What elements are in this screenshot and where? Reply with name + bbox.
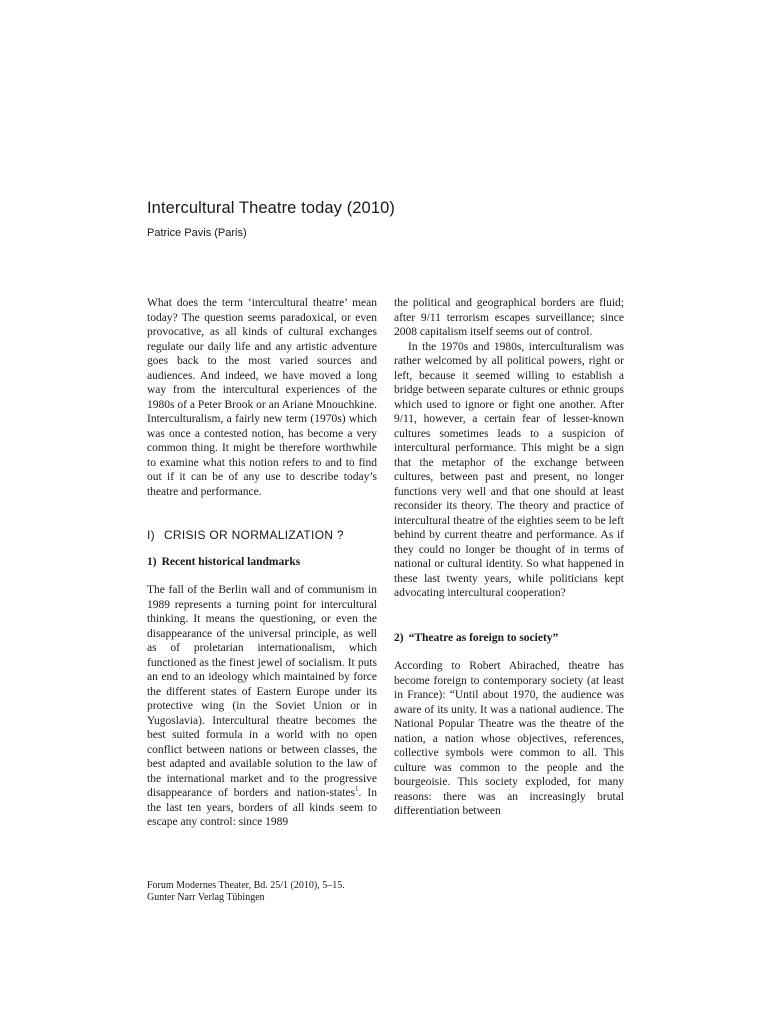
left-column [147,296,377,830]
continued-paragraph: the political and geographical borders are fluid; after 9/11 terrorism escapes surveillance; since 2008 capitalism itself seems out of control. [394,297,624,338]
paragraph-text: The fall of the Berlin wall and of communism in 1989 represents a turning point for intercultural thinking. It means the questioning, or even the disappearance of the universal principle, as well as of proletarian internationalism, which functioned as the finest jewel of socialism. It puts an end to an ideology which maintained by force the different states of Eastern Europe under its protective wing (in the Soviet Union or in Yugoslavia). Intercultural theatre becomes the best suited formula in a world with no open conflict between nations or between classes, the best adapted and available solution to the law of the international market and to the progressive disappearance of borders and nation-states [147,584,377,799]
section-number: I) [147,528,155,542]
body-paragraph-3: According to Robert Abirached, theatre has become foreign to contemporary society (at least in France): “Until about 1970, the audience was aware of its unity. It was a national audience. The National Popular Theatre was the theatre of the nation, a nation whose objectives, references, collective symbols were common to all. This culture was common to the people and the bourgeoisie. This society exploded, for many reasons: there was an increasingly brutal differentiation between [394,660,624,817]
section-title: CRISIS OR NORMALIZATION ? [163,528,344,542]
footnote-marker[interactable]: 1 [355,785,359,794]
subsection-heading [147,555,377,570]
intro-paragraph: What does the term ‘intercultural theatre’ mean today? The question seems paradoxical, or even provocative, as all kinds of cultural exchanges regulate our daily life and any artistic adventure goes back to the most varied sources and audiences. And indeed, we have moved a long way from the intercultural experiences of the 1980s of a Peter Brook or an Ariane Mnouchkine. Interculturalism, a fairly new term (1970s) which was once a contested notion, has become a very common thing. It might be therefore worthwhile to examine what this notion refers to and to find out if it can be of any use to describe today’s theatre and performance. [147,297,377,498]
article-author: Patrice Pavis (Paris) [147,227,247,239]
subsection-number-2: 2) [394,631,404,644]
footer-publisher: Gunter Narr Verlag Tübingen [147,892,265,903]
paragraph-text-cont: . In the last ten years, borders of all kinds seem to escape any control: since 1989 [147,787,377,828]
subsection-title-2: “Theatre as foreign to society” [408,631,559,644]
body-paragraph [147,583,377,830]
subsection-number: 1) [147,555,157,568]
subsection-heading-2 [394,631,624,646]
right-column [394,296,624,819]
subsection-title: Recent historical landmarks [161,555,301,568]
body-paragraph-2: In the 1970s and 1980s, interculturalism was rather welcomed by all political powers, right or left, because it seemed willing to establish a bridge between separate cultures or ethnic groups which used to ignore or fight one another. After 9/11, however, a certain fear of lesser-known cultures sometimes leads to a suspicion of intercultural performance. This might be a sign that the metaphor of the exchange between cultures, between past and present, no longer functions very well and that one should at least reconsider its theory. The theory and practice of intercultural theatre of the eighties seem to be left behind by current theatre and performance. As if they could no longer be thought of in terms of national or cultural identity. So what happened in these last twenty years, while politicians kept advocating intercultural cooperation? [394,340,624,599]
article-title: Intercultural Theatre today (2010) [147,199,395,217]
footer-citation: Forum Modernes Theater, Bd. 25/1 (2010), 5–15. [147,880,345,891]
section-heading [147,528,377,543]
page-footer [147,880,345,904]
